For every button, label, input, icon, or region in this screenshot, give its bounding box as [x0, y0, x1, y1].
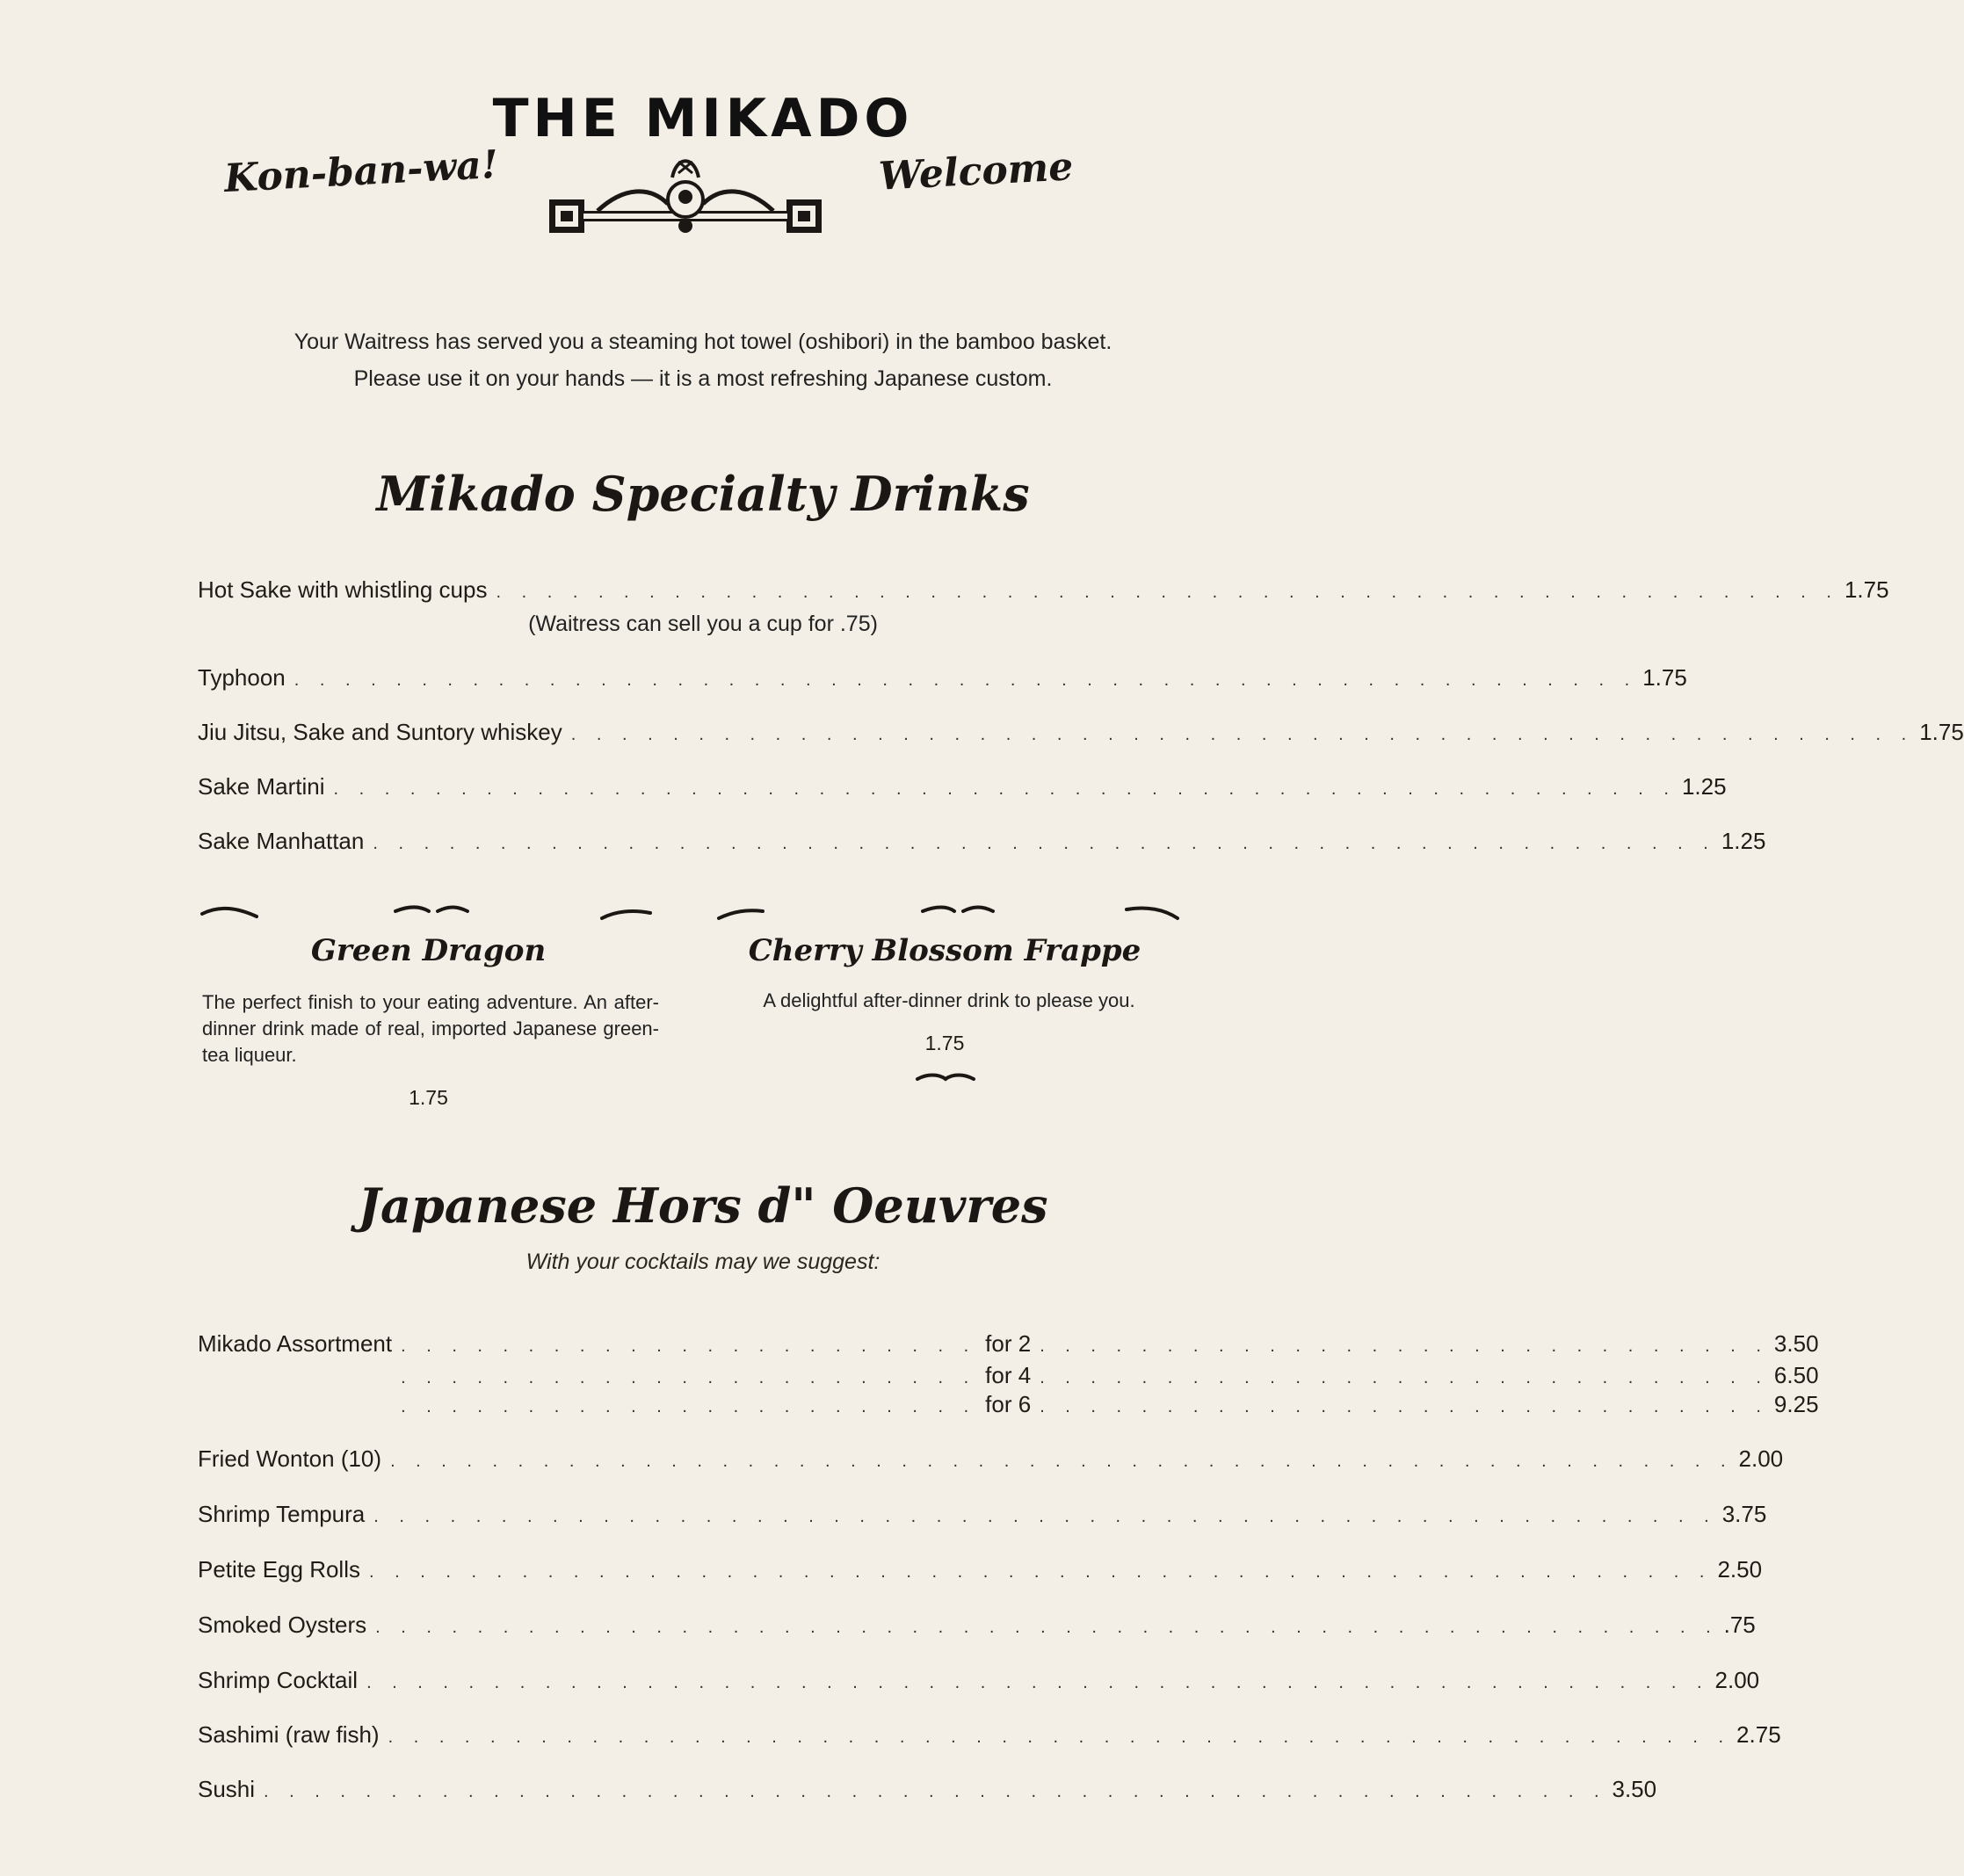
- item-price: 1.25: [1681, 773, 1727, 800]
- dot-leader: . . . . . . . . . . . . . . . . . . . . . . . . . . . . . . . . . . . . . . . . . . . . . . . . . . . . .: [388, 1728, 1732, 1747]
- item-price: 2.75: [1736, 1721, 1781, 1748]
- dot-leader: . . . . . . . . . . . . . . . . . . . . . . . . . . . . .: [1040, 1368, 1769, 1387]
- dot-leader: . . . . . . . . . . . . . . . . . . . . . . .: [401, 1397, 977, 1416]
- item-name: Smoked Oysters: [198, 1612, 367, 1638]
- menu-row: [198, 1776, 1657, 1807]
- item-name: Sashimi (raw fish): [198, 1721, 380, 1748]
- menu-row: [198, 1501, 1767, 1532]
- small-swash-icon: [914, 1070, 977, 1084]
- item-price: 1.75: [1642, 664, 1687, 691]
- dot-leader: . . . . . . . . . . . . . . . . . . . . . . . . . . . . .: [1040, 1397, 1769, 1416]
- item-name: Mikado Assortment: [198, 1330, 393, 1357]
- dot-leader: . . . . . . . . . . . . . . . . . . . . . . . . . . . . . . . . . . . . . . . . . . . . . . . . . . . . .: [366, 1673, 1710, 1692]
- cherry-blossom-price: 1.75: [924, 1032, 965, 1054]
- menu-row: [198, 1612, 1756, 1643]
- item-name: Sake Manhattan: [198, 828, 365, 854]
- option-label: for 4: [985, 1362, 1032, 1388]
- dot-leader: . . . . . . . . . . . . . . . . . . . . . . . . . . . . . . . . . . . . . . . . . . . . . . . . . . . . .: [368, 1562, 1713, 1582]
- cherry-blossom-description: A delightful after-dinner drink to please you.: [763, 989, 1135, 1011]
- greeting-right: Welcome: [877, 144, 1075, 199]
- hot-sake-note: (Waitress can sell you a cup for .75): [528, 612, 878, 636]
- section-title-drinks: Mikado Specialty Drinks: [376, 466, 1030, 522]
- green-dragon-title: Green Dragon: [310, 933, 547, 968]
- menu-row: [198, 1362, 1819, 1394]
- menu-row: [198, 1445, 1784, 1477]
- hors-doeuvres-subtitle: With your cocktails may we suggest:: [525, 1249, 881, 1274]
- dot-leader: . . . . . . . . . . . . . . . . . . . . . . .: [401, 1368, 977, 1387]
- option-label: for 2: [985, 1330, 1032, 1357]
- menu-row: [198, 828, 1766, 859]
- intro-text: [0, 323, 1406, 397]
- decorative-divider: [193, 901, 1186, 927]
- dot-leader: . . . . . . . . . . . . . . . . . . . . . . .: [401, 1336, 977, 1356]
- section-title-hors-doeuvres: Japanese Hors d" Oeuvres: [358, 1177, 1048, 1234]
- green-dragon-price: 1.75: [409, 1086, 448, 1109]
- item-price: 1.75: [1844, 576, 1889, 603]
- dot-leader: . . . . . . . . . . . . . . . . . . . . . . . . . . . . . . . . . . . . . . . . . . . . . . . . . . . . .: [333, 779, 1677, 799]
- item-name: Shrimp Cocktail: [198, 1667, 359, 1693]
- menu-row: [198, 1556, 1763, 1588]
- item-price: .75: [1723, 1612, 1756, 1638]
- dot-leader: . . . . . . . . . . . . . . . . . . . . . . . . . . . . . . . . . . . . . . . . . . . . . . . . . . . . .: [570, 725, 1915, 744]
- menu-row: [198, 1330, 1819, 1362]
- intro-line-1: Your Waitress has served you a steaming hot towel (oshibori) in the bamboo basket.: [294, 330, 1112, 354]
- item-price: 1.75: [1919, 719, 1964, 745]
- item-name: Petite Egg Rolls: [198, 1556, 360, 1583]
- item-name: Shrimp Tempura: [198, 1501, 366, 1527]
- item-price: 3.50: [1773, 1330, 1819, 1357]
- restaurant-title: THE MIKADO: [492, 88, 914, 149]
- item-name: Typhoon: [198, 664, 286, 691]
- dot-leader: . . . . . . . . . . . . . . . . . . . . . . . . . . . . . . . . . . . . . . . . . . . . . . . . . . . . .: [264, 1782, 1607, 1801]
- green-dragon-description: The perfect finish to your eating adventure. An after-dinner drink made of real, imported Japanese green-tea liqueur.: [202, 991, 659, 1066]
- dot-leader: . . . . . . . . . . . . . . . . . . . . . . . . . . . . . . . . . . . . . . . . . . . . . . . . . . . . .: [373, 834, 1716, 853]
- item-price: 3.50: [1612, 1776, 1657, 1802]
- menu-row: [198, 773, 1727, 805]
- item-price: 2.00: [1738, 1445, 1784, 1472]
- menu-row: [198, 719, 1964, 750]
- intro-line-2: Please use it on your hands — it is a most refreshing Japanese custom.: [353, 366, 1053, 391]
- cherry-blossom-title: Cherry Blossom Frappe: [748, 933, 1141, 968]
- item-price: 2.50: [1717, 1556, 1763, 1583]
- option-label: for 6: [985, 1391, 1032, 1417]
- greeting-left: Kon-ban-wa!: [222, 141, 500, 202]
- item-price: 2.00: [1714, 1667, 1760, 1693]
- item-price: 3.75: [1721, 1501, 1767, 1527]
- item-price: 9.25: [1773, 1391, 1819, 1417]
- item-name: Hot Sake with whistling cups: [198, 576, 488, 603]
- dot-leader: . . . . . . . . . . . . . . . . . . . . . . . . . . . . . . . . . . . . . . . . . . . . . . . . . . . . .: [373, 1507, 1717, 1526]
- item-name: Fried Wonton (10): [198, 1445, 382, 1472]
- dot-leader: . . . . . . . . . . . . . . . . . . . . . . . . . . . . .: [1040, 1336, 1769, 1356]
- dot-leader: . . . . . . . . . . . . . . . . . . . . . . . . . . . . . . . . . . . . . . . . . . . . . . . . . . . . .: [390, 1452, 1734, 1471]
- ornamental-crest-icon: [545, 151, 826, 239]
- item-name: Sushi: [198, 1776, 256, 1802]
- item-name: Jiu Jitsu, Sake and Suntory whiskey: [198, 719, 562, 745]
- item-name: Sake Martini: [198, 773, 325, 800]
- menu-row: [198, 664, 1687, 696]
- menu-row: [198, 1391, 1819, 1423]
- menu-row: [198, 576, 1889, 608]
- item-price: 6.50: [1773, 1362, 1819, 1388]
- item-price: 1.25: [1721, 828, 1766, 854]
- dot-leader: . . . . . . . . . . . . . . . . . . . . . . . . . . . . . . . . . . . . . . . . . . . . . . . . . . . . .: [375, 1618, 1719, 1637]
- dot-leader: . . . . . . . . . . . . . . . . . . . . . . . . . . . . . . . . . . . . . . . . . . . . . . . . . . . . .: [496, 583, 1839, 602]
- dot-leader: . . . . . . . . . . . . . . . . . . . . . . . . . . . . . . . . . . . . . . . . . . . . . . . . . . . . .: [294, 670, 1638, 690]
- menu-row: [198, 1667, 1760, 1699]
- menu-row: [198, 1721, 1781, 1753]
